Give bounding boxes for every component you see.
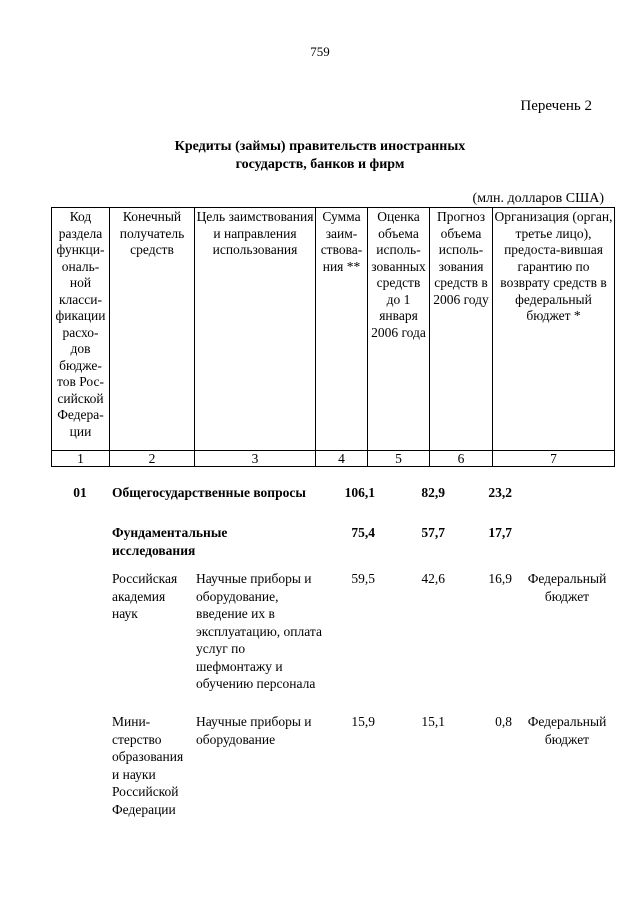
header-cell: Оценка объема исполь-зованных средств до 1 января 2006 года [368, 208, 430, 451]
title-line-1: Кредиты (займы) правительств иностранных [174, 139, 466, 154]
column-number: 5 [368, 451, 430, 467]
row-forecast: 0,8 [495, 714, 512, 729]
column-number: 4 [316, 451, 368, 467]
row-guarantor: Федеральный бюджет [527, 571, 607, 604]
list-label: Перечень 2 [520, 98, 592, 114]
row-guarantor: Федеральный бюджет [527, 714, 607, 747]
row-sum: 75,4 [351, 525, 375, 540]
row-used: 42,6 [421, 571, 445, 586]
row-forecast: 23,2 [488, 485, 512, 500]
column-number: 1 [52, 451, 110, 467]
title-line-2: государств, банков и фирм [235, 157, 405, 172]
row-purpose: Научные приборы и оборудование [196, 714, 312, 747]
row-name: Российская академия наук [112, 571, 178, 621]
header-cell: Прогноз объема исполь-зования средств в 2006 году [430, 208, 493, 451]
page-number: 759 [310, 44, 330, 59]
row-sum: 106,1 [344, 485, 375, 500]
row-code: 01 [73, 485, 87, 500]
row-name: Фундаментальные исследования [112, 525, 228, 558]
column-number: 7 [493, 451, 615, 467]
row-purpose: Научные приборы и оборудование, введение их в эксплуатацию, оплата услуг по шефмонтажу и обучению персонала [196, 571, 322, 691]
document-title [0, 138, 640, 174]
header-cell: Цель заимствования и направления использования [195, 208, 316, 451]
column-number: 2 [110, 451, 195, 467]
table-header [51, 207, 615, 467]
row-used: 82,9 [421, 485, 445, 500]
row-used: 57,7 [421, 525, 445, 540]
units-label: (млн. долларов США) [472, 191, 604, 206]
column-number: 3 [195, 451, 316, 467]
row-sum: 15,9 [351, 714, 375, 729]
row-forecast: 16,9 [488, 571, 512, 586]
header-cell: Сумма заим-ствова-ния ** [316, 208, 368, 451]
header-cell: Конечный получатель средств [110, 208, 195, 451]
row-name: Мини-стерство образования и науки Российской Федерации [112, 714, 184, 817]
header-cell: Код раздела функци-ональ-ной класси-фикации расхо-дов бюдже-тов Рос-сийской Федера-ции [52, 208, 110, 451]
row-name: Общегосударственные вопросы [112, 485, 306, 500]
row-used: 15,1 [421, 714, 445, 729]
header-cell: Организация (орган, третье лицо), предоста-вившая гарантию по возврату средств в федеральный бюджет * [493, 208, 615, 451]
row-sum: 59,5 [351, 571, 375, 586]
column-number: 6 [430, 451, 493, 467]
row-forecast: 17,7 [488, 525, 512, 540]
